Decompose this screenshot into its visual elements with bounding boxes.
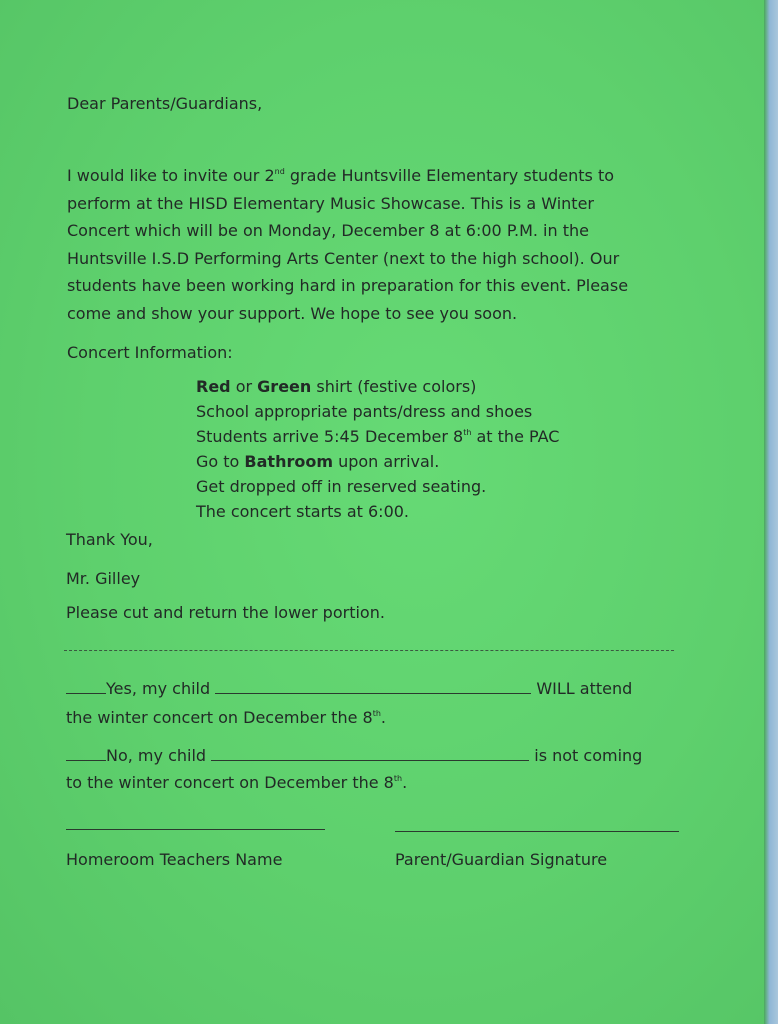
- no-child-name-blank[interactable]: [211, 746, 529, 761]
- text: I would like to invite our 2: [67, 166, 275, 185]
- text: to the winter concert on December the 8: [66, 773, 394, 792]
- bold-text: Red: [196, 377, 231, 396]
- paragraph-line-6: come and show your support. We hope to see you soon.: [67, 303, 518, 323]
- info-item-arrival: [196, 424, 559, 449]
- superscript: th: [372, 709, 381, 718]
- parent-signature-label: Parent/Guardian Signature: [395, 850, 608, 869]
- paragraph-line-1: [67, 162, 628, 190]
- yes-response-line: [66, 675, 632, 702]
- concert-info-heading: Concert Information:: [67, 343, 233, 362]
- cut-instruction: Please cut and return the lower portion.: [66, 603, 385, 622]
- no-checkbox-blank[interactable]: [66, 746, 106, 761]
- info-item-start-time: The concert starts at 6:00.: [196, 502, 410, 521]
- teacher-name-line[interactable]: [66, 829, 325, 830]
- text: at the PAC: [471, 427, 560, 446]
- info-item-seating: Get dropped off in reserved seating.: [196, 477, 487, 496]
- no-response-line-2: [66, 769, 407, 796]
- no-response-line: [66, 742, 642, 769]
- text: WILL attend: [536, 679, 633, 698]
- bold-text: Green: [257, 377, 312, 396]
- greeting: Dear Parents/Guardians,: [67, 94, 263, 113]
- yes-checkbox-blank[interactable]: [66, 679, 106, 694]
- text: .: [380, 708, 387, 727]
- text: is not coming: [534, 746, 643, 765]
- paragraph-line-3: Concert which will be on Monday, December 8 at 6:00 P.M. in the: [67, 221, 589, 240]
- cut-line: [64, 650, 674, 651]
- text: Go to: [196, 452, 245, 471]
- paragraph-line-4: Huntsville I.S.D Performing Arts Center (next to the high school). Our: [67, 248, 620, 268]
- info-item-shirt: [196, 374, 559, 399]
- superscript: th: [463, 428, 472, 437]
- text: .: [402, 773, 408, 792]
- info-item-bathroom: [196, 449, 559, 474]
- text: or: [230, 377, 258, 396]
- concert-info-list: [196, 374, 559, 524]
- text: Students arrive 5:45 December 8: [196, 427, 464, 446]
- paper-edge-background: [764, 0, 778, 1024]
- info-item-attire: School appropriate pants/dress and shoes: [196, 402, 533, 421]
- yes-child-name-blank[interactable]: [215, 679, 531, 694]
- text: grade Huntsville Elementary students to: [284, 166, 615, 185]
- yes-response-line-2: [66, 704, 386, 731]
- text: No, my child: [106, 746, 207, 765]
- superscript: nd: [274, 167, 285, 176]
- text: the winter concert on December the 8: [66, 708, 373, 727]
- text: Yes, my child: [106, 679, 211, 698]
- teacher-name-label: Homeroom Teachers Name: [66, 850, 283, 869]
- bold-text: Bathroom: [244, 452, 333, 471]
- text: upon arrival.: [333, 452, 440, 471]
- signature: Mr. Gilley: [66, 569, 141, 588]
- paragraph-line-2: perform at the HISD Elementary Music Showcase. This is a Winter: [67, 193, 594, 213]
- closing: Thank You,: [66, 530, 153, 549]
- text: shirt (festive colors): [311, 377, 477, 396]
- superscript: th: [393, 774, 403, 783]
- parent-signature-line[interactable]: [395, 831, 679, 832]
- invitation-paragraph: [67, 162, 628, 327]
- paragraph-line-5: students have been working hard in preparation for this event. Please: [67, 276, 629, 295]
